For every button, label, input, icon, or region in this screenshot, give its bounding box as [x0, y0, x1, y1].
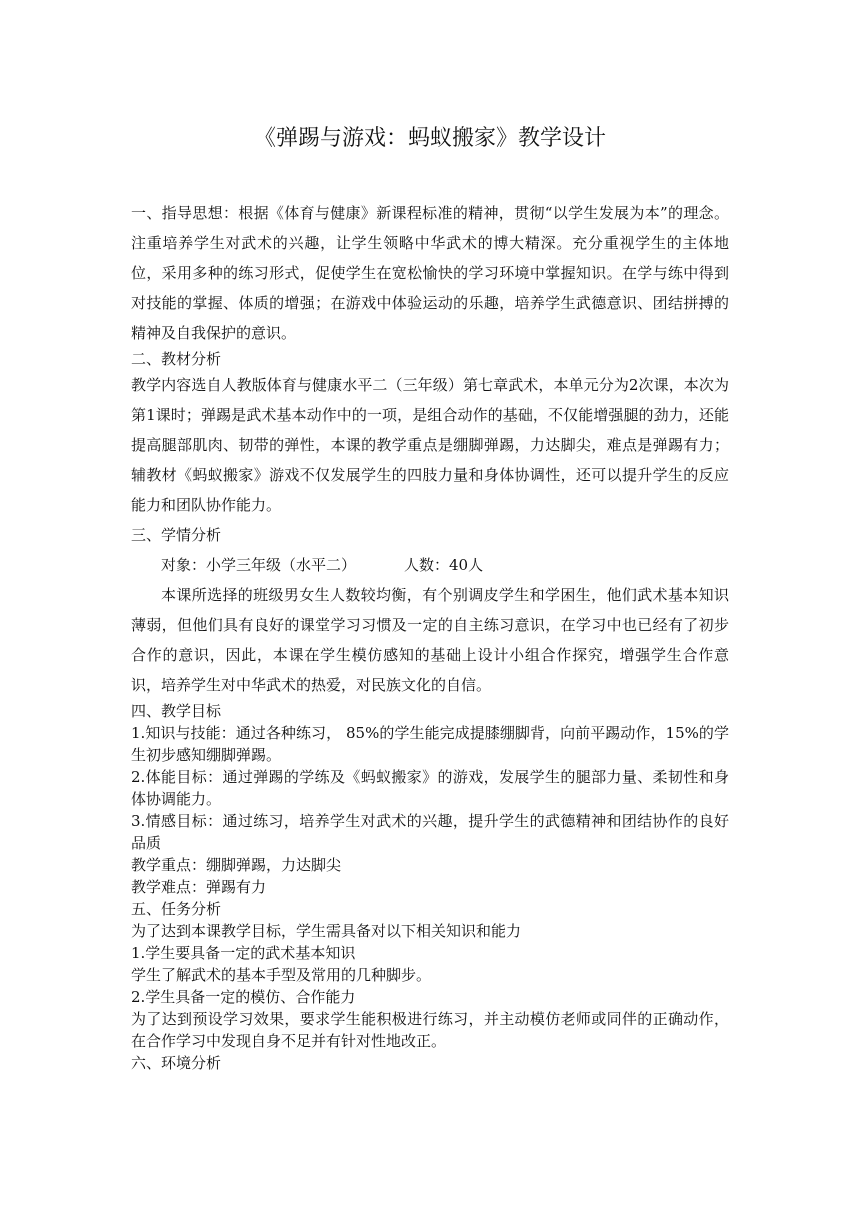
- task-analysis-heading: 五、任务分析: [131, 900, 222, 918]
- student-target: 对象：小学三年级（水平二）: [161, 556, 357, 574]
- task-item-2-text: 为了达到预设学习效果，要求学生能积极进行练习，并主动模仿老师或同伴的正确动作，在合作学习中发现自身不足并有针对性地改正。: [131, 1010, 729, 1050]
- material-analysis-paragraph: 教学内容选自人教版体育与健康水平二（三年级）第七章武术，本单元分为2次课，本次为第1课时；弹踢是武术基本动作中的一项，是组合动作的基础，不仅能增强腿的劲力，还能提高腿部肌肉、韧带的弹性，本课的教学重点是绷脚弹踢，力达脚尖，难点是弹踢有力；辅教材《蚂蚁搬家》游戏不仅发展学生的四肢力量和身体协调性，还可以提升学生的反应能力和团队协作能力。: [131, 376, 729, 514]
- document-body: [131, 198, 729, 1074]
- task-item-1-title: 1.学生要具备一定的武术基本知识: [131, 944, 356, 962]
- student-info-line: [131, 550, 729, 580]
- student-analysis-paragraph: 本课所选择的班级男女生人数较均衡，有个别调皮学生和学困生，他们武术基本知识薄弱，但他们具有良好的课堂学习习惯及一定的自主练习意识，在学习中也已经有了初步合作的意识，因此，本课在学生模仿感知的基础上设计小组合作探究，增强学生合作意识，培养学生对中华武术的热爱，对民族文化的自信。: [131, 586, 729, 694]
- material-analysis-heading: 二、教材分析: [131, 350, 222, 368]
- task-item-1-text: 学生了解武术的基本手型及常用的几种脚步。: [131, 966, 432, 984]
- teaching-key-point: 教学重点：绷脚弹踢，力达脚尖: [131, 856, 342, 874]
- task-analysis-intro: 为了达到本课教学目标，学生需具备对以下相关知识和能力: [131, 922, 522, 940]
- task-item-2-title: 2.学生具备一定的模仿、合作能力: [131, 988, 356, 1006]
- student-count: 人数：40人: [404, 556, 484, 574]
- teaching-goals-heading: 四、教学目标: [131, 702, 222, 720]
- guiding-ideology-paragraph: 一、指导思想：根据《体育与健康》新课程标准的精神，贯彻“以学生发展为本”的理念。注重培养学生对武术的兴趣，让学生领略中华武术的博大精深。充分重视学生的主体地位，采用多种的练习形式，促使学生在宽松愉快的学习环境中掌握知识。在学与练中得到对技能的掌握、体质的增强；在游戏中体验运动的乐趣，培养学生武德意识、团结拼搏的精神及自我保护的意识。: [131, 204, 729, 342]
- goal-emotional: 3.情感目标：通过练习，培养学生对武术的兴趣，提升学生的武德精神和团结协作的良好品质: [131, 812, 729, 852]
- environment-analysis-heading: 六、环境分析: [131, 1054, 222, 1072]
- goal-knowledge-skill: 1.知识与技能：通过各种练习， 85%的学生能完成提膝绷脚背，向前平踢动作，15%的学生初步感知绷脚弹踢。: [131, 724, 729, 764]
- teaching-difficulty: 教学难点：弹踢有力: [131, 878, 267, 896]
- student-analysis-heading: 三、学情分析: [131, 526, 222, 544]
- goal-physical: 2.体能目标：通过弹踢的学练及《蚂蚁搬家》的游戏，发展学生的腿部力量、柔韧性和身体协调能力。: [131, 768, 729, 808]
- document-title: 《弹踢与游戏：蚂蚁搬家》教学设计: [253, 126, 606, 151]
